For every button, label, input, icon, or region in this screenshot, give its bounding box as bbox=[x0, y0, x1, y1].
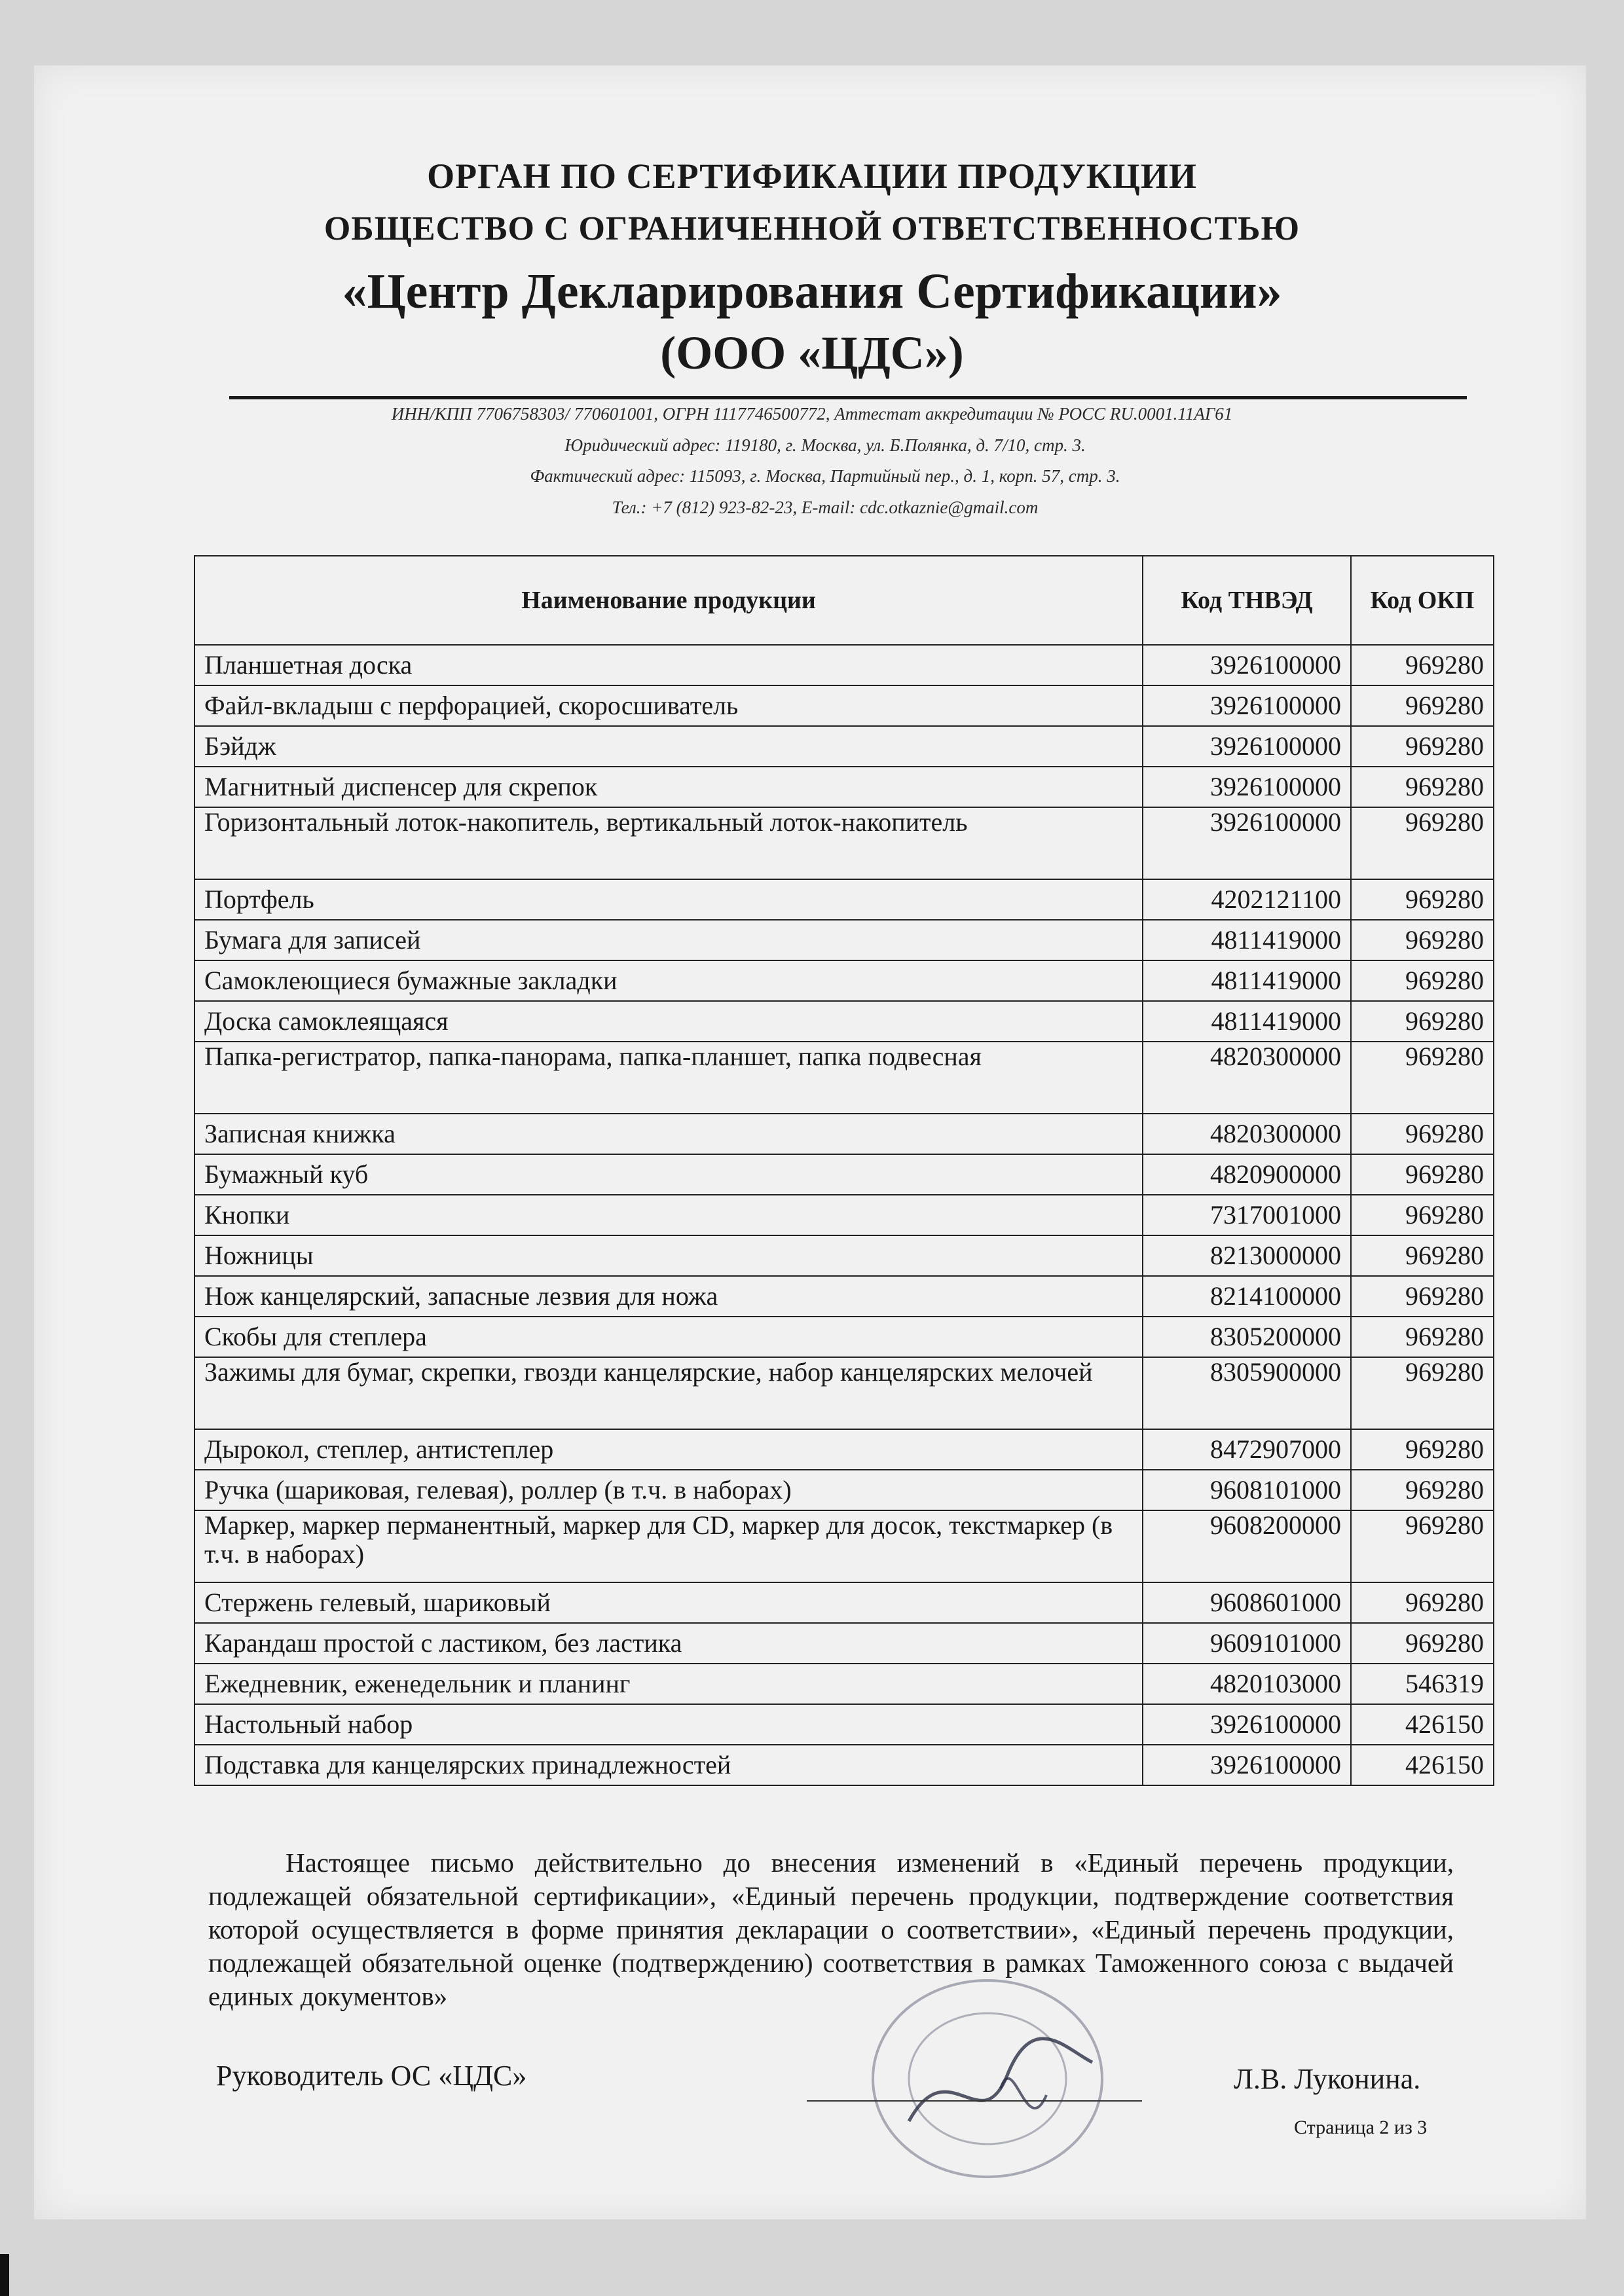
table-row bbox=[194, 726, 1494, 767]
table-row bbox=[194, 1582, 1494, 1623]
tnved-code: 9608200000 bbox=[1143, 1510, 1351, 1582]
product-name: Кнопки bbox=[194, 1195, 1143, 1235]
okp-code: 969280 bbox=[1351, 1623, 1494, 1664]
tnved-code: 8214100000 bbox=[1143, 1276, 1351, 1317]
product-name: Подставка для канцелярских принадлежностей bbox=[194, 1745, 1143, 1785]
page-number: Страница 2 из 3 bbox=[1294, 2117, 1428, 2138]
table-row bbox=[194, 1114, 1494, 1154]
table-row bbox=[194, 960, 1494, 1001]
header-divider bbox=[229, 396, 1467, 399]
table-header-row bbox=[194, 556, 1494, 645]
tnved-code: 3926100000 bbox=[1143, 767, 1351, 807]
table-row bbox=[194, 1276, 1494, 1317]
okp-code: 969280 bbox=[1351, 1510, 1494, 1582]
product-name: Бэйдж bbox=[194, 726, 1143, 767]
tnved-code: 4811419000 bbox=[1143, 960, 1351, 1001]
okp-code: 426150 bbox=[1351, 1745, 1494, 1785]
org-name: «Центр Декларирования Сертификации» bbox=[342, 264, 1282, 319]
table-row bbox=[194, 1317, 1494, 1357]
okp-code: 969280 bbox=[1351, 1429, 1494, 1470]
products-table bbox=[194, 555, 1494, 1786]
legal-address: Юридический адрес: 119180, г. Москва, ул. Б.Полянка, д. 7/10, стр. 3. bbox=[564, 435, 1086, 455]
product-name: Стержень гелевый, шариковый bbox=[194, 1582, 1143, 1623]
product-name: Ручка (шариковая, гелевая), роллер (в т.ч. в наборах) bbox=[194, 1470, 1143, 1510]
product-name: Портфель bbox=[194, 879, 1143, 920]
contacts: Тел.: +7 (812) 923-82-23, E-mail: cdc.otkaznie@gmail.com bbox=[612, 498, 1039, 517]
table-row bbox=[194, 1429, 1494, 1470]
tnved-code: 4820103000 bbox=[1143, 1664, 1351, 1704]
table-row bbox=[194, 1623, 1494, 1664]
table-row bbox=[194, 685, 1494, 726]
okp-code: 969280 bbox=[1351, 1235, 1494, 1276]
okp-code: 969280 bbox=[1351, 767, 1494, 807]
tnved-code: 4202121100 bbox=[1143, 879, 1351, 920]
product-name: Самоклеющиеся бумажные закладки bbox=[194, 960, 1143, 1001]
tnved-code: 9608601000 bbox=[1143, 1582, 1351, 1623]
okp-code: 969280 bbox=[1351, 1114, 1494, 1154]
table-row bbox=[194, 1510, 1494, 1582]
table-row bbox=[194, 1042, 1494, 1114]
table-row bbox=[194, 920, 1494, 960]
table-row bbox=[194, 1235, 1494, 1276]
product-name: Ножницы bbox=[194, 1235, 1143, 1276]
okp-code: 969280 bbox=[1351, 1582, 1494, 1623]
tnved-code: 8213000000 bbox=[1143, 1235, 1351, 1276]
product-name: Нож канцелярский, запасные лезвия для ножа bbox=[194, 1276, 1143, 1317]
tnved-code: 8305900000 bbox=[1143, 1357, 1351, 1429]
table-row bbox=[194, 1195, 1494, 1235]
product-name: Бумажный куб bbox=[194, 1154, 1143, 1195]
okp-code: 969280 bbox=[1351, 645, 1494, 685]
signature-line bbox=[807, 2100, 1142, 2102]
product-name: Карандаш простой с ластиком, без ластика bbox=[194, 1623, 1143, 1664]
requisites-ids: ИНН/КПП 7706758303/ 770601001, ОГРН 1117746500772, Аттестат аккредитации № РОСС RU.0001.11АГ61 bbox=[391, 404, 1233, 424]
tnved-code: 4811419000 bbox=[1143, 920, 1351, 960]
table-row bbox=[194, 767, 1494, 807]
table-row bbox=[194, 1664, 1494, 1704]
scan-edge-mark bbox=[0, 2254, 9, 2296]
header-line-2: ОБЩЕСТВО С ОГРАНИЧЕННОЙ ОТВЕТСТВЕННОСТЬЮ bbox=[323, 210, 1301, 247]
product-name: Бумага для записей bbox=[194, 920, 1143, 960]
product-name: Планшетная доска bbox=[194, 645, 1143, 685]
tnved-code: 4820300000 bbox=[1143, 1114, 1351, 1154]
product-name: Скобы для степлера bbox=[194, 1317, 1143, 1357]
product-name: Горизонтальный лоток-накопитель, вертикальный лоток-накопитель bbox=[194, 807, 1143, 879]
okp-code: 969280 bbox=[1351, 1042, 1494, 1114]
tnved-code: 8472907000 bbox=[1143, 1429, 1351, 1470]
tnved-code: 3926100000 bbox=[1143, 726, 1351, 767]
table-row bbox=[194, 807, 1494, 879]
tnved-code: 3926100000 bbox=[1143, 645, 1351, 685]
product-name: Дырокол, степлер, антистеплер bbox=[194, 1429, 1143, 1470]
tnved-code: 3926100000 bbox=[1143, 807, 1351, 879]
tnved-code: 4820300000 bbox=[1143, 1042, 1351, 1114]
tnved-code: 4811419000 bbox=[1143, 1001, 1351, 1042]
okp-code: 969280 bbox=[1351, 726, 1494, 767]
table-row bbox=[194, 1154, 1494, 1195]
okp-code: 546319 bbox=[1351, 1664, 1494, 1704]
okp-code: 969280 bbox=[1351, 807, 1494, 879]
header-tnved-code: Код ТНВЭД bbox=[1143, 556, 1351, 645]
tnved-code: 9608101000 bbox=[1143, 1470, 1351, 1510]
signatory-name: Л.В. Луконина. bbox=[1234, 2063, 1421, 2095]
product-name: Записная книжка bbox=[194, 1114, 1143, 1154]
tnved-code: 3926100000 bbox=[1143, 1704, 1351, 1745]
table-row bbox=[194, 645, 1494, 685]
tnved-code: 9609101000 bbox=[1143, 1623, 1351, 1664]
product-name: Файл-вкладыш с перфорацией, скоросшиватель bbox=[194, 685, 1143, 726]
okp-code: 969280 bbox=[1351, 920, 1494, 960]
header-line-1: ОРГАН ПО СЕРТИФИКАЦИИ ПРОДУКЦИИ bbox=[427, 156, 1197, 196]
product-name: Ежедневник, еженедельник и планинг bbox=[194, 1664, 1143, 1704]
product-name: Настольный набор bbox=[194, 1704, 1143, 1745]
table-row bbox=[194, 1001, 1494, 1042]
okp-code: 969280 bbox=[1351, 960, 1494, 1001]
okp-code: 969280 bbox=[1351, 1357, 1494, 1429]
okp-code: 969280 bbox=[1351, 685, 1494, 726]
table-row bbox=[194, 1470, 1494, 1510]
okp-code: 969280 bbox=[1351, 1195, 1494, 1235]
product-name: Папка-регистратор, папка-панорама, папка-планшет, папка подвесная bbox=[194, 1042, 1143, 1114]
okp-code: 969280 bbox=[1351, 1276, 1494, 1317]
okp-code: 969280 bbox=[1351, 1154, 1494, 1195]
header-product-name: Наименование продукции bbox=[194, 556, 1143, 645]
table-row bbox=[194, 1704, 1494, 1745]
table-row bbox=[194, 1357, 1494, 1429]
header-okp-code: Код ОКП bbox=[1351, 556, 1494, 645]
validity-note-text: Настоящее письмо действительно до внесения изменений в «Единый перечень продукции, подлежащей обязательной сертификации», «Единый перечень продукции, подтверждение соответствия которой осуществляется в форме принятия декларации о соответствии», «Единый перечень продукции, подлежащей обязательной оценке (подтверждению) соответствия в рамках Таможенного союза с выдачей единых документов» bbox=[208, 1848, 1454, 2011]
table-row bbox=[194, 1745, 1494, 1785]
okp-code: 969280 bbox=[1351, 1317, 1494, 1357]
tnved-code: 4820900000 bbox=[1143, 1154, 1351, 1195]
product-name: Маркер, маркер перманентный, маркер для CD, маркер для досок, текстмаркер (в т.ч. в наборах) bbox=[194, 1510, 1143, 1582]
signatory-role: Руководитель ОС «ЦДС» bbox=[216, 2060, 527, 2092]
tnved-code: 3926100000 bbox=[1143, 685, 1351, 726]
product-name: Доска самоклеящаяся bbox=[194, 1001, 1143, 1042]
tnved-code: 8305200000 bbox=[1143, 1317, 1351, 1357]
okp-code: 969280 bbox=[1351, 1001, 1494, 1042]
tnved-code: 7317001000 bbox=[1143, 1195, 1351, 1235]
product-name: Магнитный диспенсер для скрепок bbox=[194, 767, 1143, 807]
actual-address: Фактический адрес: 115093, г. Москва, Партийный пер., д. 1, корп. 57, стр. 3. bbox=[530, 466, 1120, 486]
okp-code: 969280 bbox=[1351, 879, 1494, 920]
okp-code: 426150 bbox=[1351, 1704, 1494, 1745]
product-name: Зажимы для бумаг, скрепки, гвозди канцелярские, набор канцелярских мелочей bbox=[194, 1357, 1143, 1429]
round-seal-icon bbox=[830, 1971, 1158, 2187]
tnved-code: 3926100000 bbox=[1143, 1745, 1351, 1785]
org-short-name: (ООО «ЦДС») bbox=[660, 327, 964, 379]
table-row bbox=[194, 879, 1494, 920]
okp-code: 969280 bbox=[1351, 1470, 1494, 1510]
